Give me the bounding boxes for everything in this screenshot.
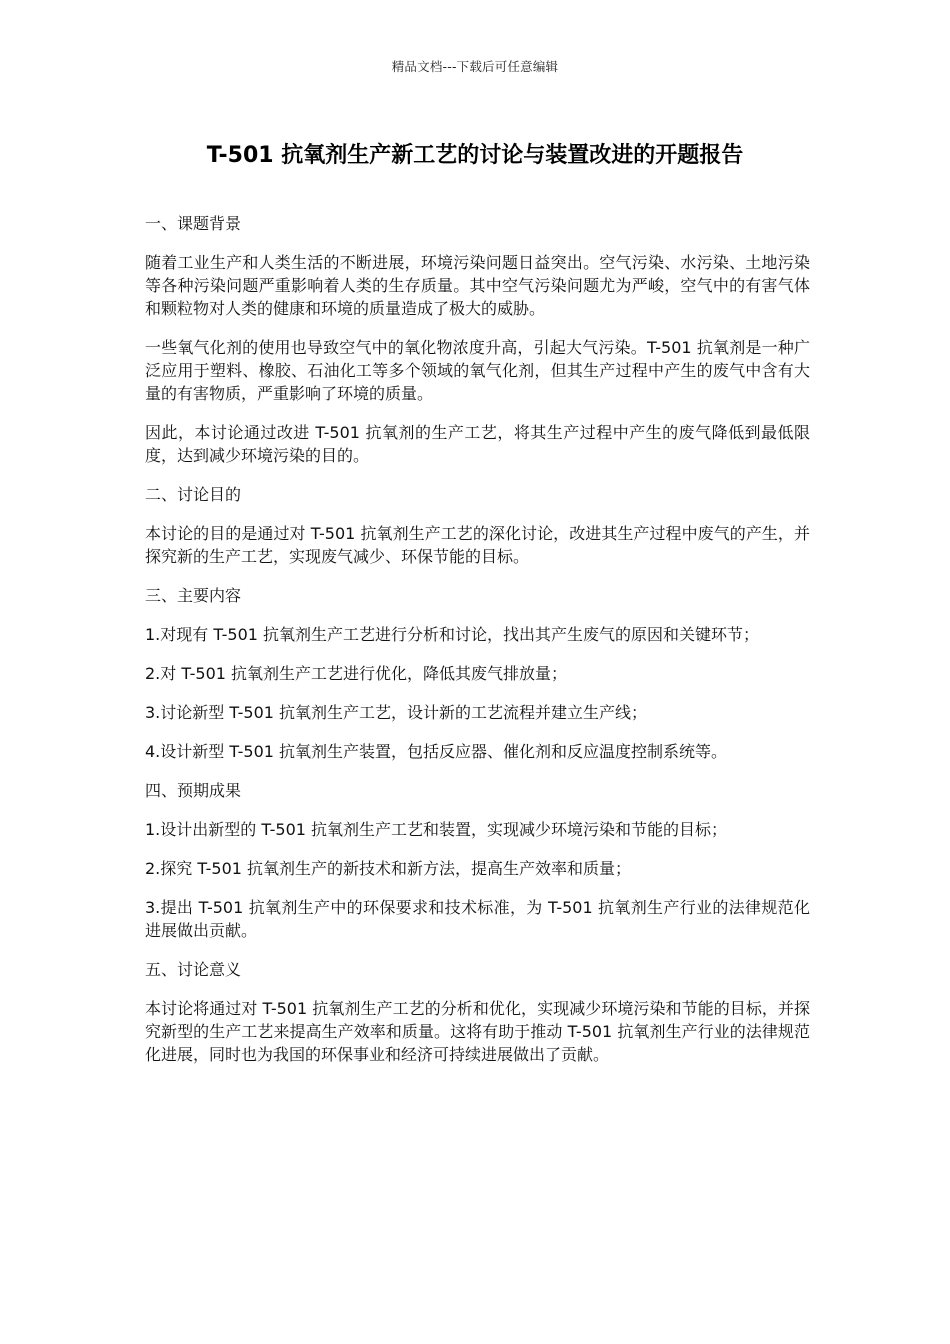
list-item: 3.提出 T-501 抗氧剂生产中的环保要求和技术标准，为 T-501 抗氧剂生产行业的法律规范化进展做出贡献。 xyxy=(145,898,810,940)
document-title: T-501 抗氧剂生产新工艺的讨论与装置改进的开题报告 xyxy=(206,143,744,168)
list-item: 4.设计新型 T-501 抗氧剂生产装置，包括反应器、催化剂和反应温度控制系统等。 xyxy=(145,742,728,761)
list-item: 1.对现有 T-501 抗氧剂生产工艺进行分析和讨论，找出其产生废气的原因和关键环节； xyxy=(145,625,760,644)
document-body xyxy=(145,212,810,1082)
section-heading-significance: 五、讨论意义 xyxy=(145,960,242,979)
section-heading-background: 一、课题背景 xyxy=(145,214,242,233)
section-heading-results: 四、预期成果 xyxy=(145,781,242,800)
paragraph: 因此，本讨论通过改进 T-501 抗氧剂的生产工艺，将其生产过程中产生的废气降低到最低限度，达到减少环境污染的目的。 xyxy=(145,423,810,465)
list-item: 2.探究 T-501 抗氧剂生产的新技术和新方法，提高生产效率和质量； xyxy=(145,859,632,878)
list-item: 2.对 T-501 抗氧剂生产工艺进行优化，降低其废气排放量； xyxy=(145,664,568,683)
paragraph: 本讨论的目的是通过对 T-501 抗氧剂生产工艺的深化讨论，改进其生产过程中废气的产生，并探究新的生产工艺，实现废气减少、环保节能的目标。 xyxy=(145,524,810,566)
section-heading-purpose: 二、讨论目的 xyxy=(145,485,242,504)
paragraph: 本讨论将通过对 T-501 抗氧剂生产工艺的分析和优化，实现减少环境污染和节能的目标，并探究新型的生产工艺来提高生产效率和质量。这将有助于推动 T-501 抗氧剂生产行业的法律规范化进展，同时也为我国的环保事业和经济可持续进展做出了贡献。 xyxy=(145,999,810,1064)
list-item: 1.设计出新型的 T-501 抗氧剂生产工艺和装置，实现减少环境污染和节能的目标； xyxy=(145,820,728,839)
list-item: 3.讨论新型 T-501 抗氧剂生产工艺，设计新的工艺流程并建立生产线； xyxy=(145,703,648,722)
header-watermark: 精品文档---下载后可任意编辑 xyxy=(391,59,559,74)
paragraph: 一些氧气化剂的使用也导致空气中的氧化物浓度升高，引起大气污染。T-501 抗氧剂是一种广泛应用于塑料、橡胶、石油化工等多个领域的氧气化剂，但其生产过程中产生的废气中含有大量的有害物质，严重影响了环境的质量。 xyxy=(145,338,810,403)
section-heading-content: 三、主要内容 xyxy=(145,586,242,605)
paragraph: 随着工业生产和人类生活的不断进展，环境污染问题日益突出。空气污染、水污染、土地污染等各种污染问题严重影响着人类的生存质量。其中空气污染问题尤为严峻，空气中的有害气体和颗粒物对人类的健康和环境的质量造成了极大的威胁。 xyxy=(145,253,810,318)
